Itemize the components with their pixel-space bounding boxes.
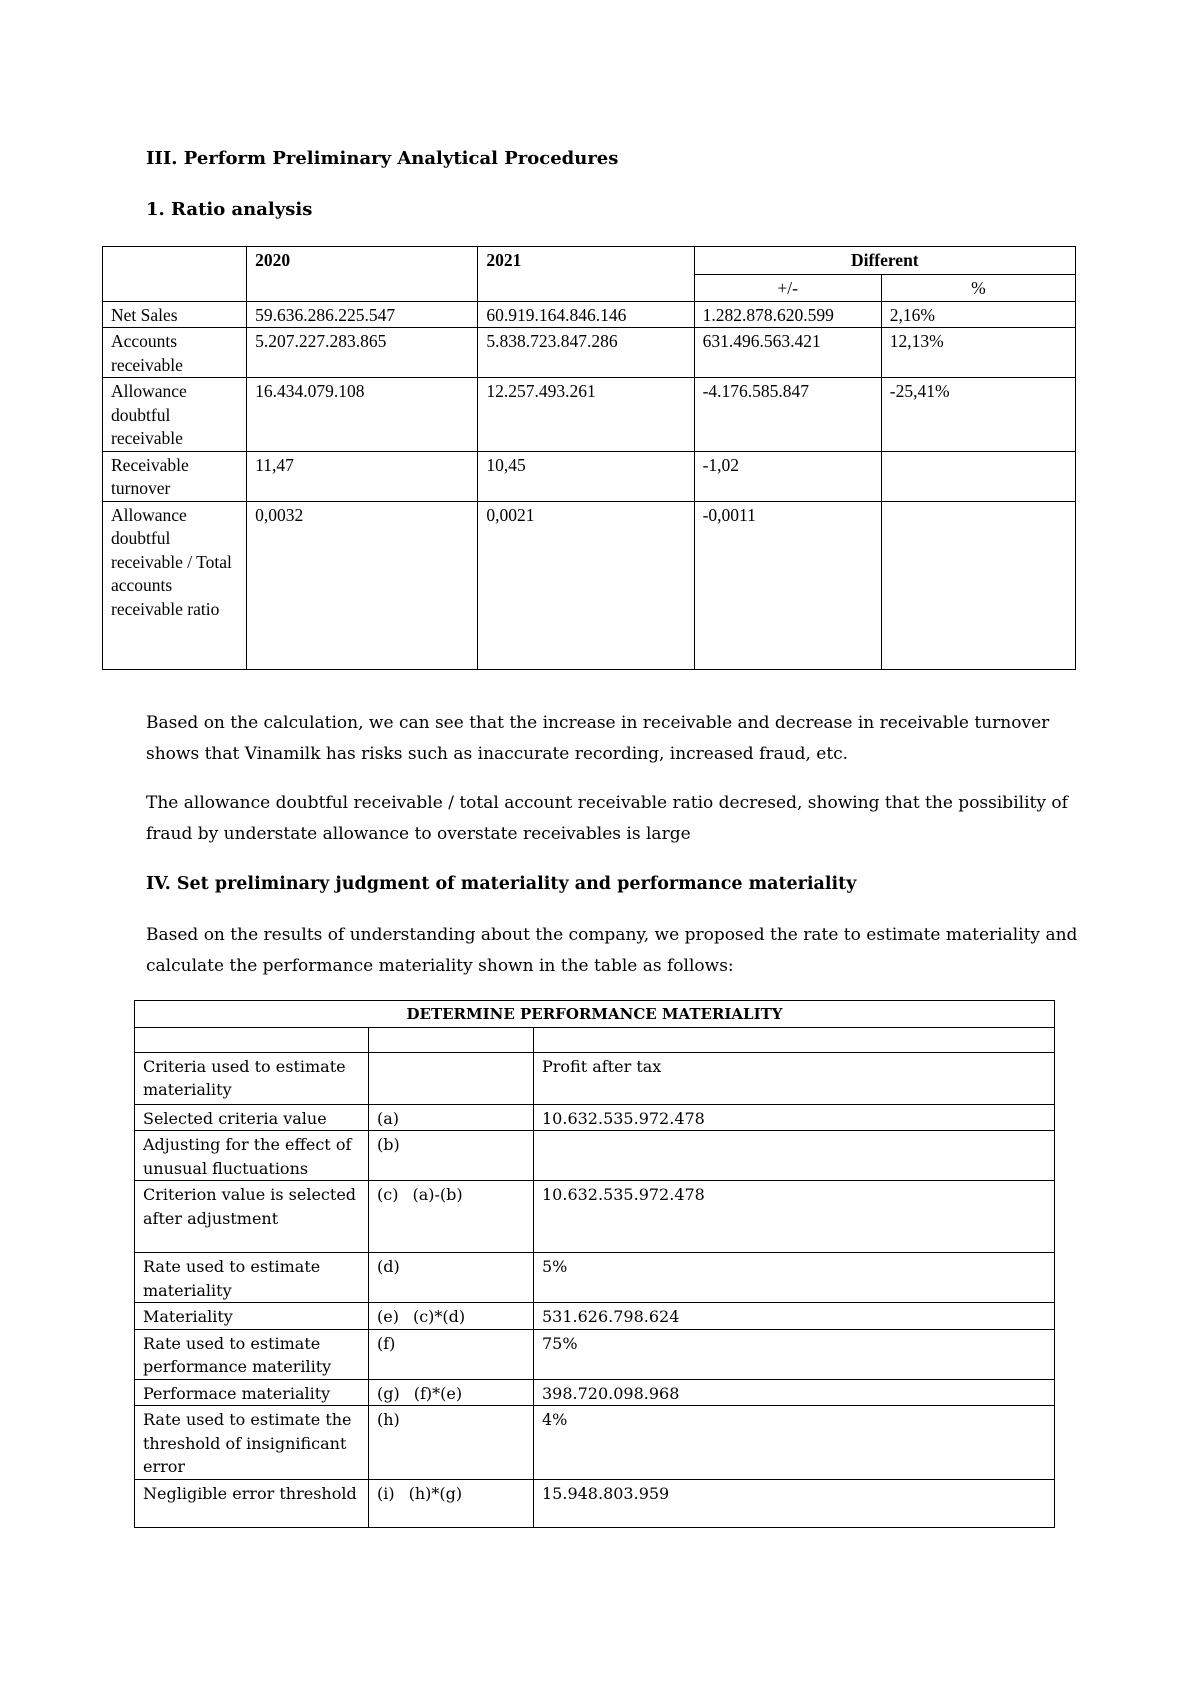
value-2020: 16.434.079.108 [247, 378, 478, 452]
value-pct: 12,13% [881, 328, 1075, 378]
value-diff: 631.496.563.421 [694, 328, 881, 378]
analysis-paragraph-1: Based on the calculation, we can see that the increase in receivable and decrease in receivable turnover shows that Vinamilk has risks such as inaccurate recording, increased fraud, etc. [146, 713, 1050, 764]
table-row [135, 1303, 1055, 1330]
materiality-intro-paragraph: Based on the results of understanding about the company, we proposed the rate to estimate materiality and calculate the performance materiality shown in the table as follows: [146, 925, 1078, 976]
row-code [369, 1253, 534, 1303]
code: (f) [377, 1333, 396, 1353]
value-pct: -25,41% [881, 378, 1075, 452]
row-code [369, 1479, 534, 1527]
formula: (h)*(g) [408, 1483, 463, 1503]
row-label: Negligible error threshold [135, 1479, 369, 1527]
value-2020: 0,0032 [247, 501, 478, 669]
table-row [135, 1181, 1055, 1253]
row-value: 4% [534, 1406, 1055, 1480]
value-diff: -4.176.585.847 [694, 378, 881, 452]
row-label: Rate used to estimate performance materility [135, 1329, 369, 1379]
blank-cell [369, 1027, 534, 1052]
ratio-header-row [103, 247, 1076, 275]
row-value: 75% [534, 1329, 1055, 1379]
ratio-analysis-table [102, 246, 1076, 670]
ratio-header-2021: 2021 [478, 247, 694, 302]
value-2021: 0,0021 [478, 501, 694, 669]
row-code [369, 1379, 534, 1406]
value-2020: 59.636.286.225.547 [247, 301, 478, 328]
row-label: Allowance doubtful receivable / Total accounts receivable ratio [103, 501, 247, 669]
row-value: 10.632.535.972.478 [534, 1181, 1055, 1253]
section-3-heading: III. Perform Preliminary Analytical Procedures [146, 148, 619, 169]
table-row [103, 451, 1076, 501]
row-label: Rate used to estimate materiality [135, 1253, 369, 1303]
table-row [135, 1131, 1055, 1181]
row-value: 398.720.098.968 [534, 1379, 1055, 1406]
code: (d) [377, 1257, 400, 1276]
ratio-header-percent: % [881, 275, 1075, 302]
ratio-header-plusminus: +/- [694, 275, 881, 302]
row-code [369, 1303, 534, 1330]
row-code [369, 1406, 534, 1480]
ratio-analysis-heading: 1. Ratio analysis [146, 199, 313, 220]
value-diff: 1.282.878.620.599 [694, 301, 881, 328]
value-diff: -0,0011 [694, 501, 881, 669]
ratio-header-2020: 2020 [247, 247, 478, 302]
code: (i) [377, 1483, 395, 1503]
formula: (a)-(b) [412, 1185, 463, 1204]
code: (a) [377, 1108, 400, 1128]
value-2020: 5.207.227.283.865 [247, 328, 478, 378]
value-diff: -1,02 [694, 451, 881, 501]
value-pct [881, 501, 1075, 669]
value-2020: 11,47 [247, 451, 478, 501]
ratio-header-blank [103, 247, 247, 302]
table-row [135, 1329, 1055, 1379]
blank-cell [135, 1027, 369, 1052]
table-row [135, 1479, 1055, 1527]
row-value: 15.948.803.959 [534, 1479, 1055, 1527]
row-value: 531.626.798.624 [534, 1303, 1055, 1330]
materiality-blank-row [135, 1027, 1055, 1052]
table-row [103, 328, 1076, 378]
table-row [135, 1104, 1055, 1131]
row-label: Allowance doubtful receivable [103, 378, 247, 452]
row-value: 10.632.535.972.478 [534, 1104, 1055, 1131]
table-row [135, 1052, 1055, 1104]
table-row [103, 501, 1076, 669]
row-label: Accounts receivable [103, 328, 247, 378]
materiality-table-title: DETERMINE PERFORMANCE MATERIALITY [135, 1001, 1055, 1028]
section-4-heading: IV. Set preliminary judgment of materiality and performance materiality [146, 874, 857, 894]
formula: (f)*(e) [413, 1383, 463, 1403]
analysis-paragraph-2: The allowance doubtful receivable / total account receivable ratio decresed, showing that the possibility of fraud by understate allowance to overstate receivables is large [146, 793, 1068, 844]
row-value: Profit after tax [534, 1052, 1055, 1104]
row-label: Materiality [135, 1303, 369, 1330]
row-code [369, 1052, 534, 1104]
row-label: Criterion value is selected after adjustment [135, 1181, 369, 1253]
formula: (c)*(d) [412, 1307, 466, 1326]
value-2021: 10,45 [478, 451, 694, 501]
row-code [369, 1131, 534, 1181]
code: (h) [377, 1410, 400, 1429]
row-label: Criteria used to estimate materiality [135, 1052, 369, 1104]
materiality-title-row [135, 1001, 1055, 1028]
value-2021: 5.838.723.847.286 [478, 328, 694, 378]
value-2021: 12.257.493.261 [478, 378, 694, 452]
table-row [103, 301, 1076, 328]
value-2021: 60.919.164.846.146 [478, 301, 694, 328]
row-label: Adjusting for the effect of unusual fluctuations [135, 1131, 369, 1181]
row-label: Receivable turnover [103, 451, 247, 501]
row-label: Net Sales [103, 301, 247, 328]
row-code [369, 1181, 534, 1253]
table-row [103, 378, 1076, 452]
row-value [534, 1131, 1055, 1181]
row-code [369, 1104, 534, 1131]
row-value: 5% [534, 1253, 1055, 1303]
row-label: Selected criteria value [135, 1104, 369, 1131]
value-pct: 2,16% [881, 301, 1075, 328]
performance-materiality-table [134, 1000, 1055, 1528]
value-pct [881, 451, 1075, 501]
blank-cell [534, 1027, 1055, 1052]
code: (c) [377, 1185, 399, 1204]
code: (e) [377, 1307, 399, 1326]
ratio-header-different: Different [694, 247, 1075, 275]
row-label: Rate used to estimate the threshold of insignificant error [135, 1406, 369, 1480]
row-code [369, 1329, 534, 1379]
code: (g) [377, 1383, 400, 1403]
table-row [135, 1379, 1055, 1406]
row-label: Performace materiality [135, 1379, 369, 1406]
code: (b) [377, 1135, 400, 1154]
table-row [135, 1406, 1055, 1480]
table-row [135, 1253, 1055, 1303]
